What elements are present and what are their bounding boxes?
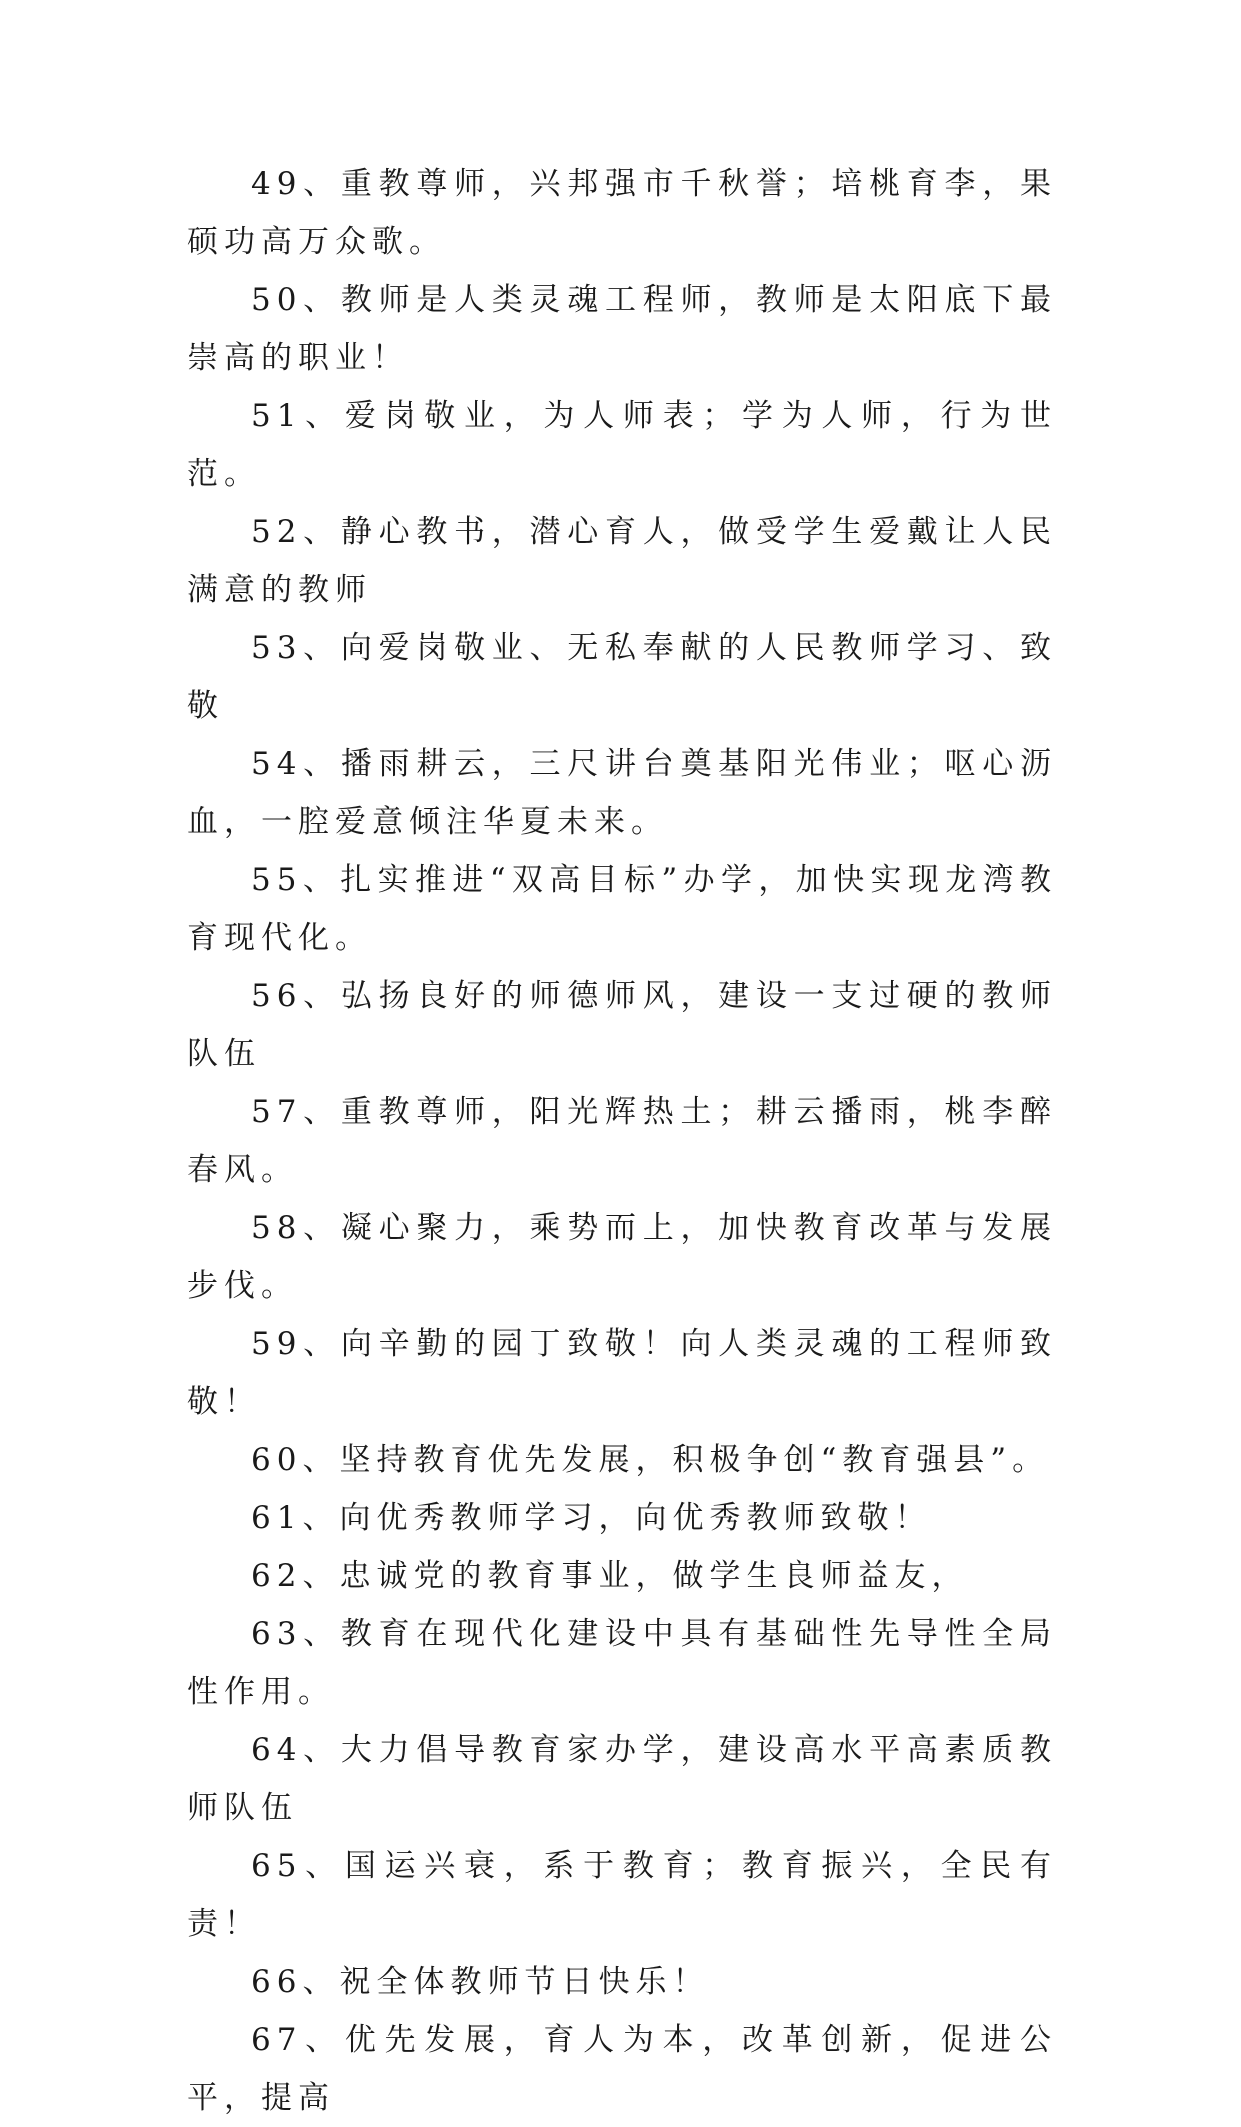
paragraph-55: 55、扎实推进“双高目标”办学，加快实现龙湾教育现代化。 [187, 862, 1057, 956]
paragraph-59: 59、向辛勤的园丁致敬！向人类灵魂的工程师致敬！ [187, 1326, 1057, 1420]
paragraph-62: 62、忠诚党的教育事业，做学生良师益友， [251, 1558, 969, 1594]
paragraph-56: 56、弘扬良好的师德师风，建设一支过硬的教师队伍 [187, 978, 1057, 1072]
paragraph-53: 53、向爱岗敬业、无私奉献的人民教师学习、致敬 [187, 630, 1057, 724]
paragraph-52: 52、静心教书，潜心育人，做受学生爱戴让人民满意的教师 [187, 514, 1057, 608]
paragraph-49: 49、重教尊师，兴邦强市千秋誉；培桃育李，果硕功高万众歌。 [187, 166, 1057, 260]
paragraph-65: 65、国运兴衰，系于教育；教育振兴，全民有责！ [187, 1848, 1057, 1942]
paragraph-54: 54、播雨耕云，三尺讲台奠基阳光伟业；呕心沥血，一腔爱意倾注华夏未来。 [187, 746, 1057, 840]
paragraph-63: 63、教育在现代化建设中具有基础性先导性全局性作用。 [187, 1616, 1057, 1710]
paragraph-51: 51、爱岗敬业，为人师表；学为人师，行为世范。 [187, 398, 1057, 492]
paragraph-60: 60、坚持教育优先发展，积极争创“教育强县”。 [251, 1442, 1050, 1478]
paragraph-64: 64、大力倡导教育家办学，建设高水平高素质教师队伍 [187, 1732, 1057, 1826]
document-body [187, 155, 1057, 2127]
paragraph-61: 61、向优秀教师学习，向优秀教师致敬！ [251, 1500, 932, 1536]
paragraph-57: 57、重教尊师，阳光辉热土；耕云播雨，桃李醉春风。 [187, 1094, 1057, 1188]
paragraph-66: 66、祝全体教师节日快乐！ [251, 1964, 710, 2000]
paragraph-50: 50、教师是人类灵魂工程师，教师是太阳底下最崇高的职业！ [187, 282, 1057, 376]
paragraph-67: 67、优先发展，育人为本，改革创新，促进公平，提高 [187, 2022, 1057, 2116]
paragraph-58: 58、凝心聚力，乘势而上，加快教育改革与发展步伐。 [187, 1210, 1057, 1304]
